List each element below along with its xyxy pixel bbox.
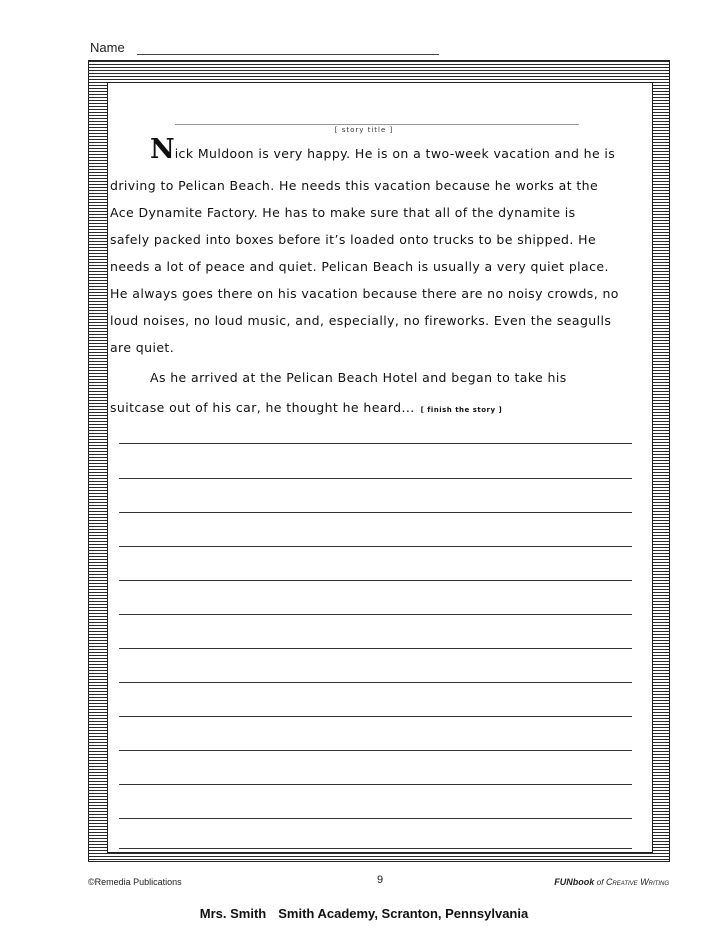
story-line-9: As he arrived at the Pelican Beach Hotel and began to take his <box>150 370 567 385</box>
book-title-footer: FUNbook of Creative Writing <box>554 877 669 887</box>
finish-story-label: [ finish the story ] <box>420 406 503 414</box>
writing-line-3[interactable] <box>119 512 632 513</box>
writing-line-5[interactable] <box>119 580 632 581</box>
writing-line-12[interactable] <box>119 818 632 819</box>
story-line-1: Nick Muldoon is very happy. He is on a two-week vacation and he is <box>150 134 616 165</box>
story-line-6: He always goes there on his vacation because there are no noisy crowds, no <box>110 286 619 301</box>
page-number: 9 <box>377 874 384 886</box>
writing-line-11[interactable] <box>119 784 632 785</box>
writing-panel <box>107 82 653 853</box>
writing-line-1[interactable] <box>119 443 632 444</box>
writing-line-6[interactable] <box>119 614 632 615</box>
story-line-3: Ace Dynamite Factory. He has to make sure that all of the dynamite is <box>110 205 576 220</box>
name-field[interactable] <box>137 54 439 55</box>
writing-line-4[interactable] <box>119 546 632 547</box>
story-title-label: [ story title ] <box>334 126 394 134</box>
story-line-7: loud noises, no loud music, and, especially, no fireworks. Even the seagulls <box>110 313 612 328</box>
credit-line <box>0 906 728 921</box>
story-line-2: driving to Pelican Beach. He needs this vacation because he works at the <box>110 178 599 193</box>
name-label: Name <box>90 40 125 55</box>
writing-line-8[interactable] <box>119 682 632 683</box>
writing-line-13[interactable] <box>119 848 632 849</box>
school-name: Smith Academy, Scranton, Pennsylvania <box>278 906 529 921</box>
story-line-10: suitcase out of his car, he thought he heard... [ finish the story ] <box>110 400 503 415</box>
publisher-footer: ©Remedia Publications <box>88 877 182 887</box>
writing-line-2[interactable] <box>119 478 632 479</box>
writing-line-7[interactable] <box>119 648 632 649</box>
writing-line-10[interactable] <box>119 750 632 751</box>
story-line-8: are quiet. <box>110 340 175 355</box>
teacher-name: Mrs. Smith <box>199 906 267 921</box>
story-line-4: safely packed into boxes before it’s loaded onto trucks to be shipped. He <box>110 232 597 247</box>
writing-line-9[interactable] <box>119 716 632 717</box>
story-line-5: needs a lot of peace and quiet. Pelican Beach is usually a very quiet place. <box>110 259 609 274</box>
drop-cap: N <box>150 134 175 165</box>
story-title-line[interactable] <box>175 124 579 125</box>
